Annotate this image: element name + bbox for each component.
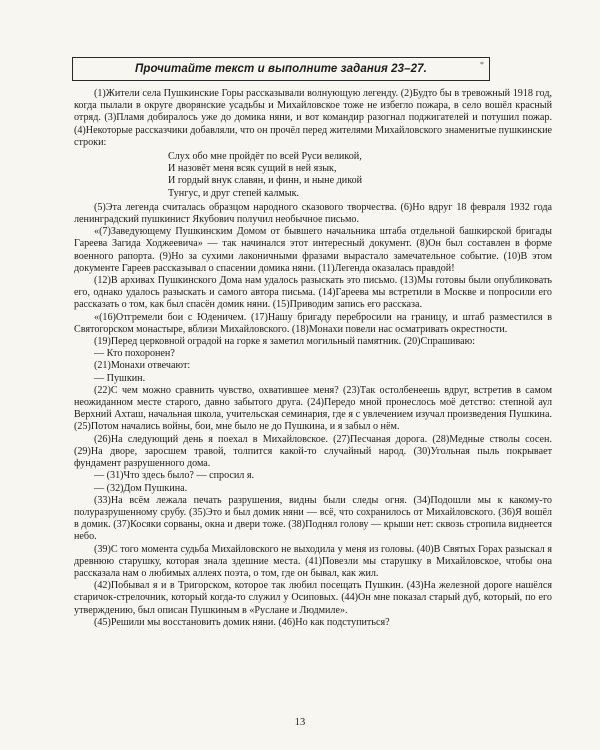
paragraph-45: (45)Решили мы восстановить домик няни. (46)Но как подступиться? (94, 616, 390, 628)
verse-line-1: Слух обо мне пройдёт по всей Руси великой, (168, 151, 362, 163)
verse-line-3: И гордый внук славян, и финн, и ныне дикой (168, 175, 363, 187)
verse-line-2: И назовёт меня всяк сущий в ней язык, (168, 163, 337, 175)
paragraph-21: (21)Монахи отвечают: (94, 360, 191, 372)
paragraph-12: (12)В архивах Пушкинского Дома нам удалось разыскать это письмо. (13)Мы готовы были опубликовать его, однако удалось разыскать и самого автора письма. (14)Гареева мы встретили в Москве и попросили его рассказать о том, как был спасён домик няни. (15)Приводим запись его рассказа. (74, 275, 552, 311)
paragraph-42: (42)Побывал я и в Тригорском, которое так любил посещать Пушкин. (43)На железной дороге нашёлся старичок-стрелочник, который когда-то служил у Осиповых. (44)Он мне показал старый дуб, который, по его утверждению, был описан Пушкиным в «Руслане и Людмиле». (74, 580, 552, 616)
paragraph-16: «(16)Отгремели бои с Юденичем. (17)Нашу бригаду перебросили на границу, и штаб разместился в Святогорском монастыре, вблизи Михайловского. (18)Монахи повели нас осматривать окрестности. (74, 311, 552, 335)
task-instruction-text: Прочитайте текст и выполните задания 23–27. (135, 63, 427, 75)
reading-text (74, 88, 552, 629)
paragraph-5: (5)Эта легенда считалась образцом народного сказового творчества. (6)Но вдруг 18 февраля 1932 года ленинградский пушкинист Якубович получил необычное письмо. (74, 201, 552, 226)
paragraph-19: (19)Перед церковной оградой на горке я заметил могильный памятник. (20)Спрашиваю: (94, 336, 475, 348)
paragraph-22: (22)С чем можно сравнить чувство, охватившее меня? (23)Так остолбенеешь вдруг, встретив в самом неожиданном месте старого, давно забытого друга. (24)Передо мной пронеслось моё детство: степной аул Верхний Ахташ, начальная школа, учительская семинария, где я с увлечением изучал произведения Пушкина. (25)Потом начались войны, бои, мне было не до Пушкина, и я забыл о нём. (74, 384, 552, 433)
dialogue-line-4: — (32)Дом Пушкина. (94, 482, 188, 494)
dialogue-line-2: — Пушкин. (94, 372, 146, 384)
poem-verse (168, 151, 552, 200)
dialogue-line-3: — (31)Что здесь было? — спросил я. (94, 470, 255, 482)
paragraph-33: (33)На всём лежала печать разрушения, видны были следы огня. (34)Подошли мы к какому-то полуразрушенному срубу. (35)Это и был домик няни — всё, что сохранилось от Михайловского. (36)Я вошёл в домик. (37)Косяки сорваны, окна и двери тоже. (38)Поднял голову — крыши нет: сквозь стропила виднеется небо. (74, 494, 552, 543)
paragraph-1: (1)Жители села Пушкинские Горы рассказывали волнующую легенду. (2)Будто бы в тревожный 1918 год, когда пылали в округе дворянские усадьбы и Михайловское тоже не избегло пожара, в село вошёл красный отряд. (3)Пламя добиралось уже до домика няни, и вот командир разогнал поджигателей и потушил пожар. (4)Некоторые рассказчики добавляли, что он прочёл перед жителями Михайловского знаменитые пушкинские строки: (74, 88, 552, 148)
margin-mark: * (480, 60, 484, 69)
paragraph-26: (26)На следующий день я поехал в Михайловское. (27)Песчаная дорога. (28)Медные стволы сосен. (29)На дворе, заросшем травой, толпится какой-то случайный народ. (30)Угольная пыль покрывает фундамент разрушенного дома. (74, 433, 552, 470)
paragraph-39: (39)С того момента судьба Михайловского не выходила у меня из головы. (40)В Святых Горах разыскал я древнюю старушку, которая знала здешние места. (41)Повезли мы старушку в Михайловское, чтобы она рассказала нам о любимых аллеях поэта, о том, где он бывал, как жил. (74, 543, 552, 579)
verse-line-4: Тунгус, и друг степей калмык. (168, 187, 300, 199)
task-instruction-box (72, 57, 490, 81)
dialogue-line-1: — Кто похоронен? (94, 348, 175, 360)
paragraph-7: «(7)Заведующему Пушкинским Домом от бывшего начальника штаба отдельной башкирской бригады Гареева Загида Ходжеевича» — так начинался этот интересный документ. (8)Он был составлен в форме военного рапорта. (9)Но за сухими лаконичными фразами вырастало замечательное событие. (10)В этом документе Гареев рассказывал о спасении домика няни. (11)Легенда оказалась правдой! (74, 226, 552, 274)
page-number: 13 (294, 717, 306, 728)
